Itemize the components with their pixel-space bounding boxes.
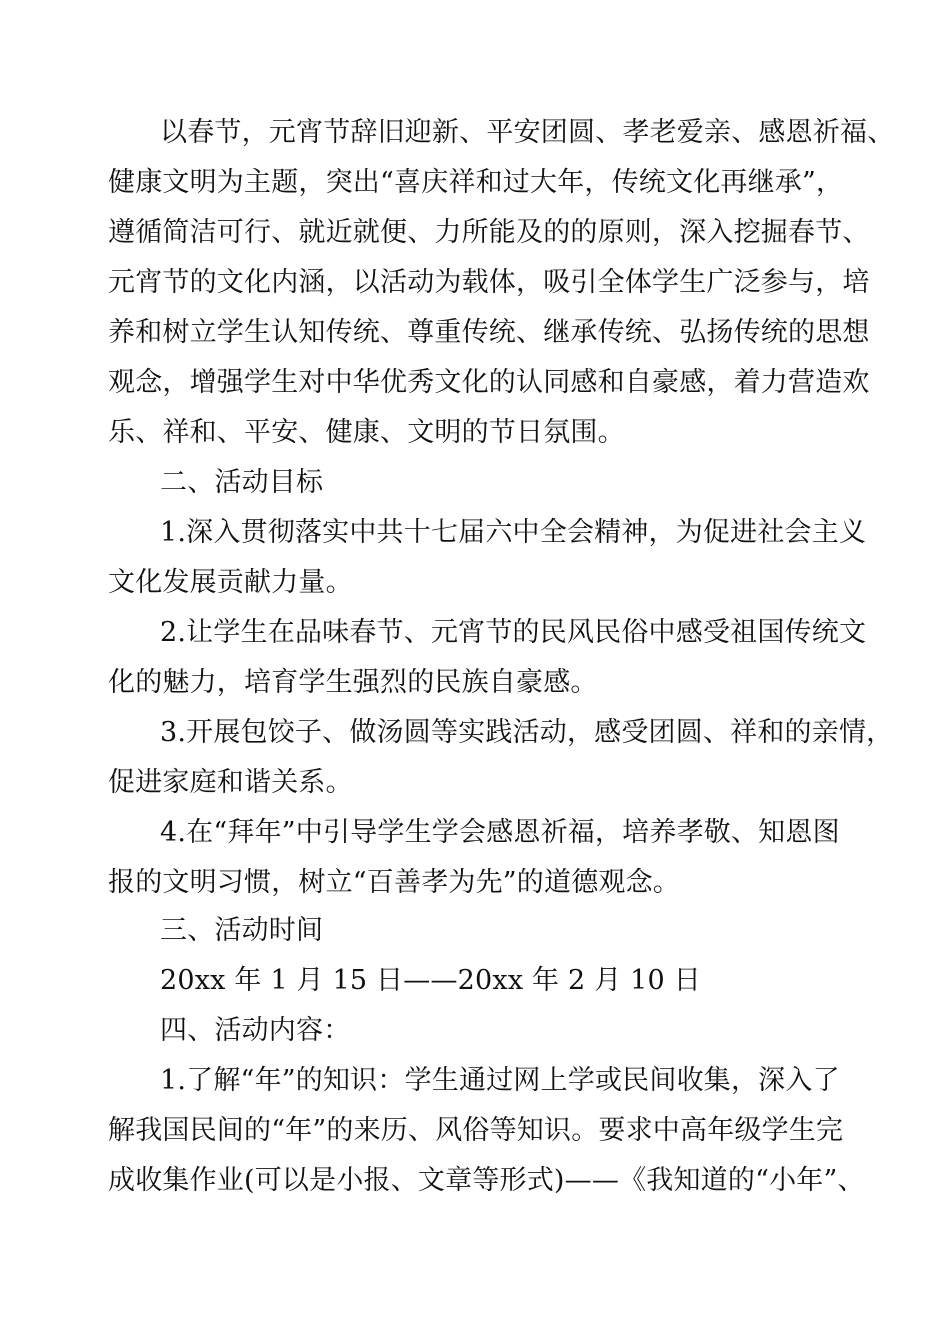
paragraph-line: 报的文明习惯，树立“百善孝为先”的道德观念。 bbox=[108, 867, 681, 898]
paragraph-line: 1.深入贯彻落实中共十七届六中全会精神，为促进社会主义 bbox=[160, 517, 867, 548]
paragraph-line: 元宵节的文化内涵，以活动为载体，吸引全体学生广泛参与，培 bbox=[108, 267, 870, 298]
section-heading: 四、活动内容： bbox=[160, 1015, 351, 1046]
paragraph-line: 促进家庭和谐关系。 bbox=[108, 767, 353, 798]
paragraph-line: 以春节，元宵节辞旧迎新、平安团圆、孝老爱亲、感恩祈福、 bbox=[160, 117, 895, 148]
paragraph-line: 3.开展包饺子、做汤圆等实践活动，感受团圆、祥和的亲情， bbox=[160, 717, 894, 748]
paragraph-line: 健康文明为主题，突出“喜庆祥和过大年，传统文化再继承”， bbox=[108, 167, 844, 198]
paragraph-line: 文化发展贡献力量。 bbox=[108, 567, 353, 598]
paragraph-line: 化的魅力，培育学生强烈的民族自豪感。 bbox=[108, 667, 598, 698]
paragraph-line: 遵循简洁可行、就近就便、力所能及的的原则，深入挖掘春节、 bbox=[108, 217, 870, 248]
paragraph-line: 乐、祥和、平安、健康、文明的节日氛围。 bbox=[108, 417, 625, 448]
section-heading: 二、活动目标 bbox=[160, 467, 324, 498]
paragraph-line: 1.了解“年”的知识：学生通过网上学或民间收集，深入了 bbox=[160, 1065, 840, 1096]
paragraph-line: 观念，增强学生对中华优秀文化的认同感和自豪感，着力营造欢 bbox=[108, 367, 870, 398]
date-range-line: 20xx 年 1 月 15 日——20xx 年 2 月 10 日 bbox=[160, 965, 701, 996]
paragraph-line: 4.在“拜年”中引导学生学会感恩祈福，培养孝敬、知恩图 bbox=[160, 817, 840, 848]
section-heading: 三、活动时间 bbox=[160, 915, 324, 946]
paragraph-line: 解我国民间的“年”的来历、风俗等知识。要求中高年级学生完 bbox=[108, 1115, 844, 1146]
paragraph-line: 养和树立学生认知传统、尊重传统、继承传统、弘扬传统的思想 bbox=[108, 317, 870, 348]
paragraph-line: 成收集作业(可以是小报、文章等形式)——《我知道的“小年”、 bbox=[108, 1165, 865, 1196]
paragraph-line: 2.让学生在品味春节、元宵节的民风民俗中感受祖国传统文 bbox=[160, 617, 867, 648]
